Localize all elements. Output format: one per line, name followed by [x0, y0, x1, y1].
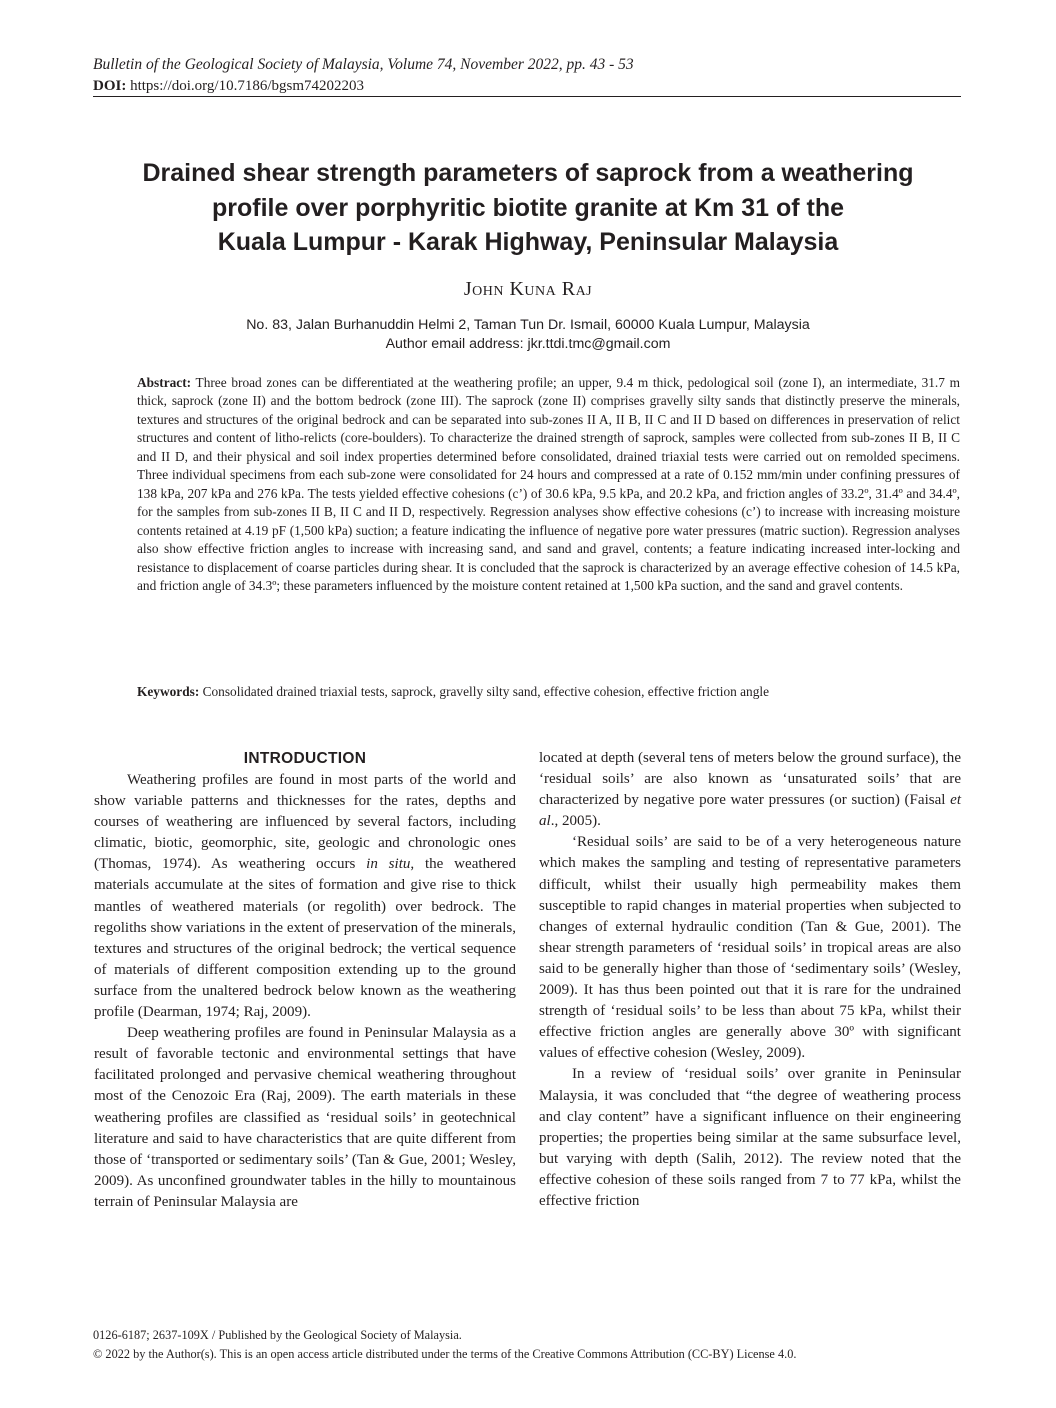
intro-p2-cont-italic: et al [539, 792, 961, 830]
abstract-text: Three broad zones can be differentiated at the weathering profile; an upper, 9.4 m thick, pedological soil (zone I), an intermediate, 31.7 m thick, saprock (zone II) and the bottom bedrock (zone III). The saprock (zone II) comprises gravelly silty sands that distinctly preserve the minerals, textures and structures of the original bedrock and can be separated into sub-zones II A, II B, II C and II D based on differences in preservation of relict structures and content of litho-relicts (core-boulders). To characterize the drained strength of saprock, samples were collected from sub-zones II B, II C and II D, and their physical and soil index properties determined before consolidated, drained triaxial tests were carried out on remolded specimens. Three individual specimens from each sub-zone were consolidated for 24 hours and compressed at a rate of 0.152 mm/min under confining pressures of 138 kPa, 207 kPa and 276 kPa. The tests yielded effective cohesions (c’) of 30.6 kPa, 9.5 kPa, and 20.2 kPa, and friction angles of 33.2º, 31.4º and 34.4º, for the samples from sub-zones II B, II C and II D, respectively. Regression analyses show effective cohesions (c’) to increase with increasing moisture contents retained at 4.19 pF (1,500 kPa) suction; a feature indicating the influence of negative pore water pressures (matric suction). Regression analyses also show effective friction angles to increase with increasing sand, and sand and gravel, contents; a feature indicating increased inter-locking and resistance to displacement of coarse particles during shear. It is concluded that the saprock is characterized by an average effective cohesion of 14.5 kPa, and friction angle of 34.3º; these parameters influenced by the moisture content retained at 1,500 kPa suction, and the sand and gravel contents. [137, 375, 960, 593]
keywords-label: Keywords: [137, 684, 200, 699]
page-footer [93, 1326, 963, 1364]
header-rule [93, 96, 961, 97]
intro-p2-cont-text-a: located at depth (several tens of meters below the ground surface), the ‘residual soils’ are also known as ‘unsaturated soils’ that are characterized by negative pore water pressures (or suction) (Faisal [539, 750, 961, 809]
right-column [539, 748, 961, 1212]
abstract [137, 374, 960, 595]
section-heading-introduction: INTRODUCTION [243, 750, 367, 767]
intro-paragraph-1 [94, 770, 516, 1023]
intro-paragraph-3: ‘Residual soils’ are said to be of a very heterogeneous nature which makes the sampling and testing of representative parameters difficult, whilst their usually high permeability makes them susceptible to rapid changes in material properties when subjected to changes of external hydraulic condition (Tan & Gue, 2001). The shear strength parameters of ‘residual soils’ in tropical areas are also said to be generally higher than those of ‘sedimentary soils’ (Wesley, 2009). It has thus been pointed out that it is rare for the undrained strength of ‘residual soils’ to be less than about 75 kPa, whilst their effective friction angles are generally above 30º with significant values of effective cohesion (Wesley, 2009). [539, 834, 961, 1062]
journal-citation: Bulletin of the Geological Society of Malaysia, Volume 74, November 2022, pp. 43 - 53 [93, 56, 634, 73]
title-line-2: profile over porphyritic biotite granite at Km 31 of the [211, 193, 845, 222]
footer-license: © 2022 by the Author(s). This is an open access article distributed under the terms of the Creative Commons Attribution (CC-BY) License 4.0. [93, 1347, 797, 1361]
doi-line [93, 76, 963, 96]
affiliation-address: No. 83, Jalan Burhanuddin Helmi 2, Taman Tun Dr. Ismail, 60000 Kuala Lumpur, Malaysia [246, 317, 810, 333]
intro-p1-text-a: Weathering profiles are found in most parts of the world and show variable patterns and thicknesses for the rates, depths and courses of weathering are influenced by several factors, including climatic, biotic, geomorphic, site, geologic and chronologic ones (Thomas, 1974). As weathering occurs [94, 772, 516, 873]
keywords-text: Consolidated drained triaxial tests, saprock, gravelly silty sand, effective cohesion, effective friction angle [199, 684, 770, 699]
left-column [94, 748, 516, 1213]
title-line-3: Kuala Lumpur - Karak Highway, Peninsular Malaysia [217, 228, 839, 256]
paper-title [93, 156, 963, 260]
intro-p1-italic: in situ [366, 856, 411, 873]
author-name: John Kuna Raj [463, 278, 593, 300]
abstract-label: Abstract: [137, 375, 192, 390]
author-affiliation [93, 316, 963, 354]
intro-paragraph-2: Deep weathering profiles are found in Peninsular Malaysia as a result of favorable tectonic and environmental settings that have facilitated prolonged and pervasive chemical weathering throughout most of the Cenozoic Era (Raj, 2009). The earth materials in these weathering profiles are classified as ‘residual soils’ in geotechnical literature and said to have characteristics that are quite different from those of ‘transported or sedimentary soils’ (Tan & Gue, 2001; Wesley, 2009). As unconfined groundwater tables in the hilly to mountainous terrain of Peninsular Malaysia are [94, 1025, 516, 1210]
doi-label: DOI: [93, 78, 127, 94]
intro-paragraph-4: In a review of ‘residual soils’ over granite in Peninsular Malaysia, it was concluded that “the degree of weathering process and clay content” have a significant influence on their engineering properties; the properties being similar at the same subsurface level, but varying with depth (Salih, 2012). The review noted that the effective cohesion of these soils ranged from 7 to 77 kPa, whilst the effective friction [539, 1066, 961, 1209]
title-line-1: Drained shear strength parameters of saprock from a weathering [142, 159, 914, 187]
intro-p1-text-b: , the weathered materials accumulate at the sites of formation and give rise to thick mantles of weathered materials (or regolith) over bedrock. The regoliths show variations in the extent of preservation of the minerals, textures and structures of the original bedrock; the vertical sequence of materials of different composition extending up to the ground surface from the unaltered bedrock below known as the weathering profile (Dearman, 1974; Raj, 2009). [94, 856, 516, 1021]
keywords [137, 683, 960, 701]
footer-issn: 0126-6187; 2637-109X / Published by the Geological Society of Malaysia. [93, 1328, 462, 1342]
intro-paragraph-2-continued [539, 748, 961, 832]
intro-p2-cont-text-b: ., 2005). [550, 813, 601, 830]
affiliation-email[interactable]: Author email address: jkr.ttdi.tmc@gmail.com [385, 336, 671, 352]
doi-link[interactable]: https://doi.org/10.7186/bgsm74202203 [126, 78, 364, 94]
